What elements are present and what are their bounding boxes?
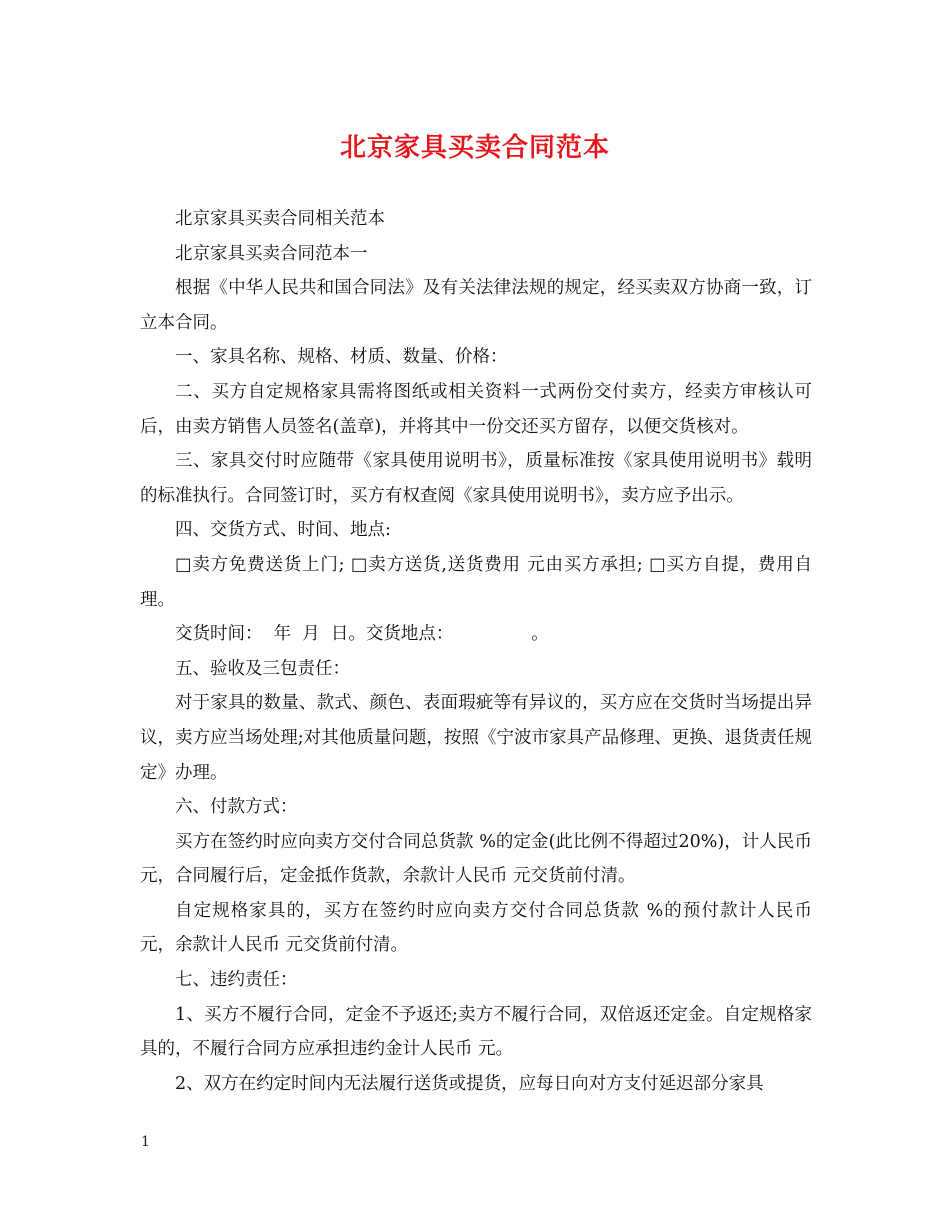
paragraph: 五、验收及三包责任： (175, 658, 350, 679)
paragraph: 2、双方在约定时间内无法履行送货或提货，应每日向对方支付延迟部分家具 (175, 1073, 764, 1094)
paragraph: 三、家具交付时应随带《家具使用说明书》，质量标准按《家具使用说明书》载明的标准执行。合同签订时，买方有权查阅《家具使用说明书》，卖方应予出示。 (140, 451, 812, 506)
paragraph: 北京家具买卖合同范本一 (175, 243, 368, 264)
paragraph: 北京家具买卖合同相关范本 (175, 209, 385, 229)
paragraph: 二、买方自定规格家具需将图纸或相关资料一式两份交付卖方，经卖方审核认可后，由卖方销售人员签名(盖章)，并将其中一份交还买方留存，以便交货核对。 (140, 381, 812, 437)
paragraph: 六、付款方式： (175, 797, 298, 818)
document-title: 北京家具买卖合同范本 (339, 133, 610, 163)
paragraph: 自定规格家具的，买方在签约时应向卖方交付合同总货款 %的预付款计人民币 元，余款计人民币 元交货前付清。 (140, 900, 818, 956)
paragraph: 1、买方不履行合同，定金不予返还;卖方不履行合同，双倍返还定金。自定规格家具的，不履行合同方应承担违约金计人民币 元。 (140, 1004, 812, 1060)
paragraph: 七、违约责任： (175, 970, 298, 991)
paragraph: □卖方免费送货上门; □卖方送货,送货费用 元由买方承担; □买方自提，费用自理。 (140, 554, 812, 610)
paragraph: 根据《中华人民共和国合同法》及有关法律法规的规定，经买卖双方协商一致，订立本合同。 (140, 278, 812, 333)
document-body (140, 202, 818, 1101)
paragraph: 交货时间： 年 月 日。交货地点： 。 (175, 624, 549, 645)
page-number: 1 (141, 1134, 150, 1150)
paragraph: 买方在签约时应向卖方交付合同总货款 %的定金(此比例不得超过20%)，计人民币 元，合同履行后，定金抵作货款，余款计人民币 元交货前付清。 (140, 831, 818, 887)
paragraph: 一、家具名称、规格、材质、数量、价格： (175, 347, 508, 368)
paragraph: 对于家具的数量、款式、颜色、表面瑕疵等有异议的，买方应在交货时当场提出异议，卖方应当场处理;对其他质量问题，按照《宁波市家具产品修理、更换、退货责任规定》办理。 (140, 693, 812, 783)
paragraph: 四、交货方式、时间、地点: (175, 520, 391, 541)
